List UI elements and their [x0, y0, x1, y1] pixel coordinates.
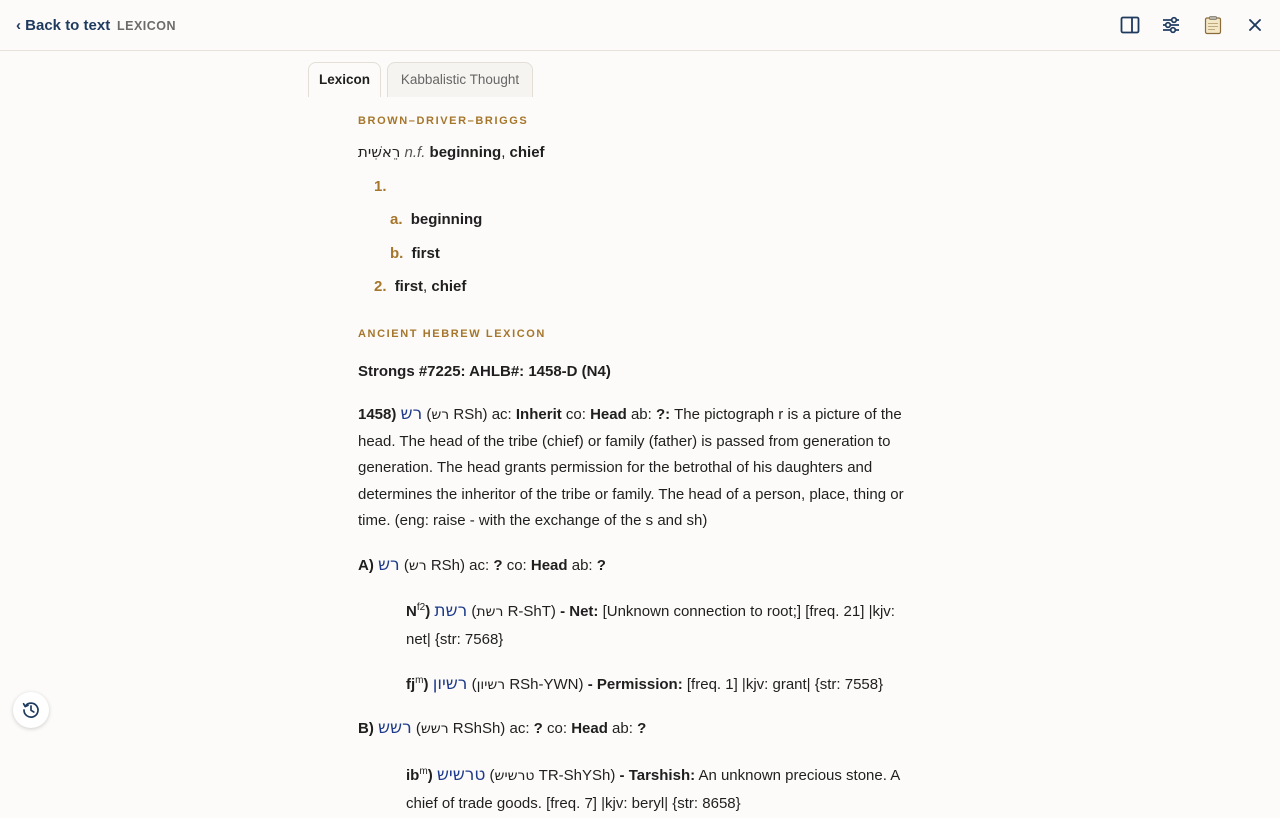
- back-to-text-link[interactable]: ‹ Back to text: [16, 17, 111, 34]
- root-label: 1458): [358, 406, 397, 423]
- sense-1b-text: first: [411, 245, 440, 262]
- entry-ib-hebrew-link[interactable]: טרשיש: [436, 765, 486, 785]
- strongs-line: Strongs #7225: AHLB#: 1458-D (N4): [358, 363, 611, 380]
- top-bar: [0, 0, 1280, 51]
- entry-fj-line: $fj^m$) רשיון (רשיון RSh-YWN) - Permission: [freq. 1] |kjv: grant| {str: 7558}: [406, 674, 884, 694]
- sidebar-panel-icon[interactable]: [1119, 14, 1141, 36]
- history-icon: [21, 700, 41, 720]
- bdb-entry-line: רֵאשִׁית n.f. beginning, chief: [358, 143, 545, 161]
- sense-number-1: 1.: [374, 178, 387, 195]
- entry-b-hebrew-link[interactable]: רשש: [378, 718, 412, 738]
- notes-icon[interactable]: [1202, 14, 1224, 36]
- history-button[interactable]: [13, 692, 49, 728]
- entry-a-hebrew-link[interactable]: רש: [378, 555, 400, 575]
- bdb-gloss-chief: chief: [509, 144, 545, 161]
- sense-2: 2. first, chief: [374, 278, 467, 295]
- entry-nf2-hebrew-link[interactable]: רשת: [434, 601, 468, 621]
- root-1458-paragraph: 1458) רש (רש RSh) ac: Inherit co: Head ab: ?: The pictograph r is a picture of the head. The head of the tribe (chief) or family (father) is passed from generation to generation. The head grants permission for the betrothal of his daughters and determines the inheritor of the tribe or family. The head of a person, place, thing or time. (eng: raise - with the exchange of the s and sh): [358, 404, 904, 529]
- entry-ib-paragraph: $ib^m$) טרשיש (טרשיש TR-ShYSh) - Tarshish: An unknown precious stone. A chief of trade goods. [freq. 7] |kjv: beryl| {str: 8658}: [406, 765, 900, 812]
- sense-number-2: 2.: [374, 278, 387, 295]
- tab-kabbalistic-thought[interactable]: Kabbalistic Thought: [387, 62, 533, 97]
- bdb-gloss-beginning: beginning: [429, 144, 502, 161]
- entry-a-line: A) רש (רש RSh) ac: ? co: Head ab: ?: [358, 555, 606, 575]
- close-icon[interactable]: [1244, 14, 1266, 36]
- sense-1a-text: beginning: [410, 211, 483, 228]
- entry-a-label: A): [358, 557, 374, 574]
- bdb-headword: רֵאשִׁית: [358, 143, 401, 161]
- entry-b-label: B): [358, 720, 374, 737]
- root-hebrew-link[interactable]: רש: [400, 404, 423, 424]
- sense-2-text-chief: chief: [431, 278, 467, 295]
- entry-nf2-paragraph: $N^{f2}$) רשת (רשת R-ShT) - Net: [Unknown connection to root;] [freq. 21] |kjv: net| {str: 7568}: [406, 601, 895, 648]
- root-description: The pictograph r is a picture of the head. The head of the tribe (chief) or family (father) is passed from generation to generation. The head grants permission for the betrothal of his daughters and determines the inheritor of the tribe or family. The head of a person, place, thing or time. (eng: raise - with the exchange of the s and sh): [358, 406, 904, 529]
- sliders-icon[interactable]: [1160, 14, 1182, 36]
- tab-lexicon[interactable]: Lexicon: [308, 62, 381, 97]
- sense-letter-b: b.: [390, 245, 404, 262]
- entry-b-line: B) רשש (רשש RShSh) ac: ? co: Head ab: ?: [358, 718, 647, 738]
- entry-fj-hebrew-link[interactable]: רשיון: [432, 674, 468, 694]
- ahl-source-label: ANCIENT HEBREW LEXICON: [358, 328, 546, 340]
- sense-1a: [390, 211, 482, 228]
- sense-letter-a: a.: [390, 211, 403, 228]
- sense-1b: [390, 245, 440, 262]
- sense-2-text-first: first: [394, 278, 424, 295]
- section-title: LEXICON: [117, 19, 177, 33]
- bdb-part-of-speech: n.f.: [404, 144, 426, 161]
- bdb-source-label: BROWN–DRIVER–BRIGGS: [358, 115, 529, 127]
